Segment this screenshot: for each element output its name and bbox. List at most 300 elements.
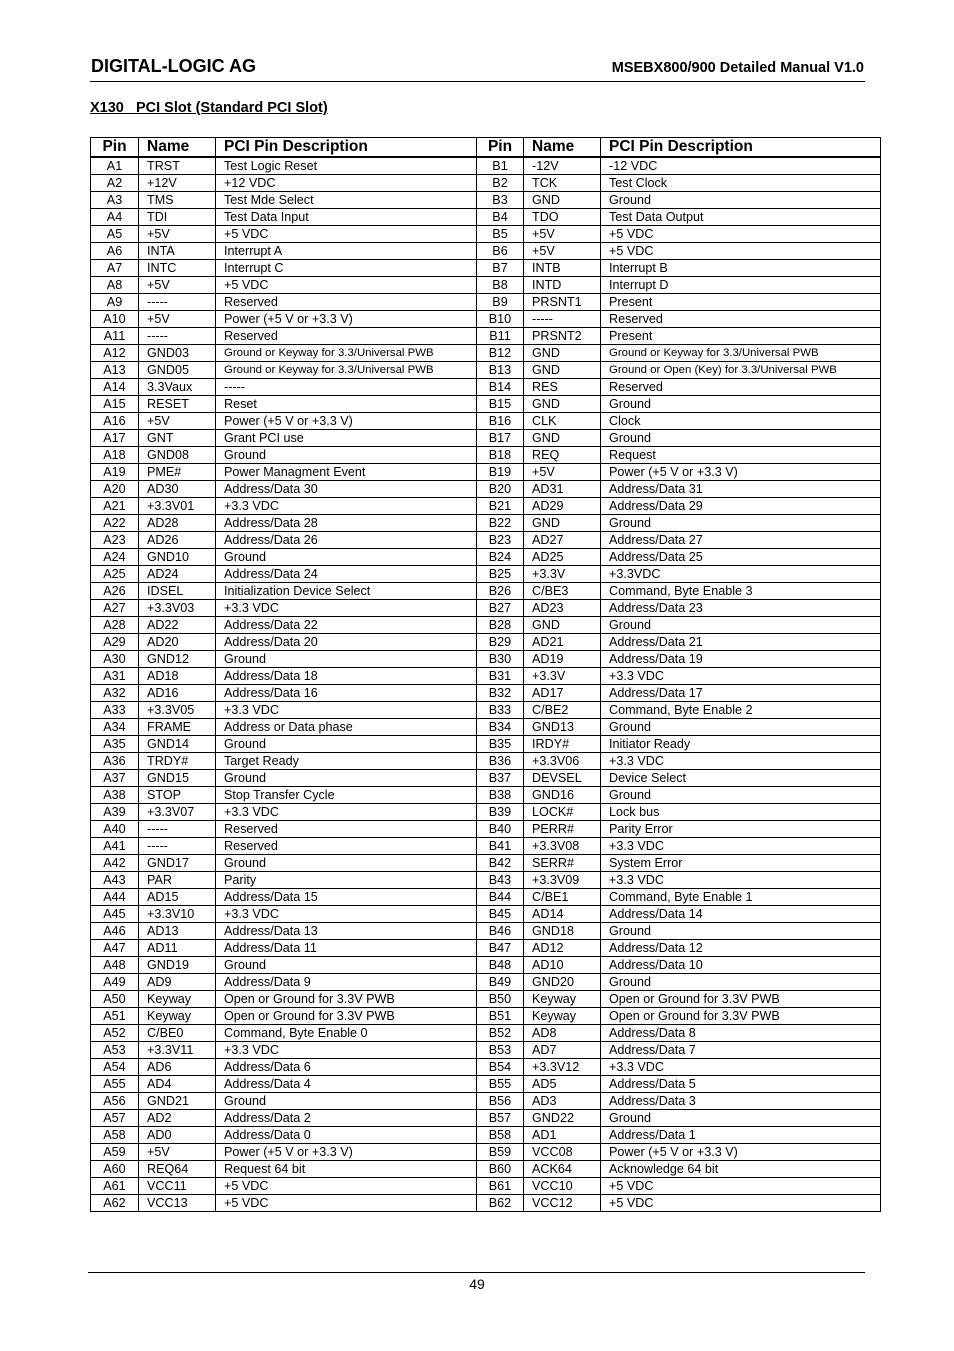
pin-a-cell: A13 <box>91 362 139 379</box>
description-a-cell: +3.3 VDC <box>216 702 477 719</box>
pin-a-cell: A27 <box>91 600 139 617</box>
name-b-cell: +3.3V08 <box>524 838 601 855</box>
pin-b-cell: B35 <box>477 736 524 753</box>
name-a-cell: GND12 <box>139 651 216 668</box>
table-row <box>91 447 881 464</box>
table-row <box>91 1025 881 1042</box>
pin-a-cell: A26 <box>91 583 139 600</box>
description-a-cell: Initialization Device Select <box>216 583 477 600</box>
pin-b-cell: B7 <box>477 260 524 277</box>
table-row <box>91 617 881 634</box>
description-a-cell: +3.3 VDC <box>216 600 477 617</box>
table-row <box>91 549 881 566</box>
pin-b-cell: B15 <box>477 396 524 413</box>
description-a-cell: Stop Transfer Cycle <box>216 787 477 804</box>
description-b-cell: Power (+5 V or +3.3 V) <box>601 464 881 481</box>
description-a-cell: Address/Data 26 <box>216 532 477 549</box>
name-b-cell: AD14 <box>524 906 601 923</box>
description-a-cell: Test Mde Select <box>216 192 477 209</box>
name-a-cell: INTC <box>139 260 216 277</box>
name-a-cell: GND14 <box>139 736 216 753</box>
pin-a-cell: A33 <box>91 702 139 719</box>
table-row <box>91 430 881 447</box>
pin-a-cell: A62 <box>91 1195 139 1212</box>
name-b-cell: GND <box>524 515 601 532</box>
name-b-cell: AD27 <box>524 532 601 549</box>
name-a-cell: 3.3Vaux <box>139 379 216 396</box>
pin-a-cell: A39 <box>91 804 139 821</box>
description-a-cell: +3.3 VDC <box>216 906 477 923</box>
pin-a-cell: A56 <box>91 1093 139 1110</box>
description-b-cell: System Error <box>601 855 881 872</box>
description-a-cell: Address/Data 9 <box>216 974 477 991</box>
pin-b-cell: B8 <box>477 277 524 294</box>
description-a-cell: Address/Data 11 <box>216 940 477 957</box>
description-a-cell: Test Data Input <box>216 209 477 226</box>
description-a-cell: Ground <box>216 736 477 753</box>
name-a-cell: GND15 <box>139 770 216 787</box>
name-a-cell: FRAME <box>139 719 216 736</box>
pin-b-cell: B60 <box>477 1161 524 1178</box>
description-a-cell: Ground or Keyway for 3.3/Universal PWB <box>216 345 477 362</box>
description-a-cell: Address/Data 28 <box>216 515 477 532</box>
table-body <box>91 157 881 1212</box>
description-a-cell: Address/Data 16 <box>216 685 477 702</box>
description-b-cell: Address/Data 29 <box>601 498 881 515</box>
name-b-cell: GND18 <box>524 923 601 940</box>
name-b-cell: AD7 <box>524 1042 601 1059</box>
name-b-cell: GND13 <box>524 719 601 736</box>
description-a-cell: Address or Data phase <box>216 719 477 736</box>
name-b-cell: +5V <box>524 226 601 243</box>
description-b-cell: Interrupt B <box>601 260 881 277</box>
description-a-cell: Ground <box>216 447 477 464</box>
pin-a-cell: A23 <box>91 532 139 549</box>
table-row <box>91 311 881 328</box>
pin-b-cell: B3 <box>477 192 524 209</box>
description-a-cell: Target Ready <box>216 753 477 770</box>
pin-a-cell: A14 <box>91 379 139 396</box>
pin-b-cell: B9 <box>477 294 524 311</box>
description-b-cell: +3.3 VDC <box>601 872 881 889</box>
description-a-cell: Reserved <box>216 294 477 311</box>
pin-b-cell: B22 <box>477 515 524 532</box>
description-b-cell: Address/Data 3 <box>601 1093 881 1110</box>
table-row <box>91 736 881 753</box>
name-b-cell: +3.3V12 <box>524 1059 601 1076</box>
name-a-cell: C/BE0 <box>139 1025 216 1042</box>
pin-b-cell: B31 <box>477 668 524 685</box>
pin-a-cell: A16 <box>91 413 139 430</box>
name-b-cell: CLK <box>524 413 601 430</box>
name-a-cell: +12V <box>139 175 216 192</box>
name-b-cell: AD10 <box>524 957 601 974</box>
name-b-cell: GND22 <box>524 1110 601 1127</box>
pin-b-cell: B48 <box>477 957 524 974</box>
table-row <box>91 940 881 957</box>
table-row <box>91 1127 881 1144</box>
table-row <box>91 957 881 974</box>
name-a-cell: VCC11 <box>139 1178 216 1195</box>
name-b-cell: AD12 <box>524 940 601 957</box>
pin-b-cell: B10 <box>477 311 524 328</box>
pin-a-cell: A36 <box>91 753 139 770</box>
name-b-cell: ACK64 <box>524 1161 601 1178</box>
pin-a-cell: A2 <box>91 175 139 192</box>
table-row <box>91 328 881 345</box>
name-a-cell: GND10 <box>139 549 216 566</box>
pin-b-cell: B16 <box>477 413 524 430</box>
description-b-cell: +5 VDC <box>601 1178 881 1195</box>
description-b-cell: Command, Byte Enable 2 <box>601 702 881 719</box>
name-a-cell: +3.3V11 <box>139 1042 216 1059</box>
table-row <box>91 175 881 192</box>
pin-a-cell: A48 <box>91 957 139 974</box>
table-row <box>91 770 881 787</box>
description-a-cell: Power Managment Event <box>216 464 477 481</box>
name-b-cell: AD17 <box>524 685 601 702</box>
table-row <box>91 872 881 889</box>
name-a-cell: Keyway <box>139 991 216 1008</box>
description-a-cell: Address/Data 13 <box>216 923 477 940</box>
table-row <box>91 157 881 175</box>
pin-b-cell: B50 <box>477 991 524 1008</box>
pin-a-cell: A29 <box>91 634 139 651</box>
description-b-cell: -12 VDC <box>601 157 881 175</box>
description-b-cell: Test Data Output <box>601 209 881 226</box>
name-a-cell: INTA <box>139 243 216 260</box>
table-header-row <box>91 138 881 158</box>
name-a-cell: VCC13 <box>139 1195 216 1212</box>
page-number: 49 <box>469 1276 485 1292</box>
description-a-cell: Grant PCI use <box>216 430 477 447</box>
pin-a-cell: A32 <box>91 685 139 702</box>
description-a-cell: Address/Data 4 <box>216 1076 477 1093</box>
name-b-cell: TCK <box>524 175 601 192</box>
table-row <box>91 396 881 413</box>
name-a-cell: TMS <box>139 192 216 209</box>
name-a-cell: Keyway <box>139 1008 216 1025</box>
name-b-cell: +5V <box>524 243 601 260</box>
table-row <box>91 838 881 855</box>
pin-a-cell: A21 <box>91 498 139 515</box>
table-row <box>91 991 881 1008</box>
pin-a-cell: A58 <box>91 1127 139 1144</box>
description-a-cell: Open or Ground for 3.3V PWB <box>216 991 477 1008</box>
name-b-cell: IRDY# <box>524 736 601 753</box>
header-name-a: Name <box>139 138 216 158</box>
description-a-cell: Reserved <box>216 821 477 838</box>
description-a-cell: Ground <box>216 957 477 974</box>
name-a-cell: AD13 <box>139 923 216 940</box>
pin-a-cell: A51 <box>91 1008 139 1025</box>
pin-a-cell: A1 <box>91 157 139 175</box>
table-row <box>91 1042 881 1059</box>
pin-a-cell: A59 <box>91 1144 139 1161</box>
pin-a-cell: A37 <box>91 770 139 787</box>
name-b-cell: GND <box>524 345 601 362</box>
pin-b-cell: B5 <box>477 226 524 243</box>
name-b-cell: C/BE1 <box>524 889 601 906</box>
name-a-cell: ----- <box>139 328 216 345</box>
name-a-cell: PAR <box>139 872 216 889</box>
table-row <box>91 855 881 872</box>
pin-b-cell: B44 <box>477 889 524 906</box>
description-a-cell: Test Logic Reset <box>216 157 477 175</box>
pin-b-cell: B38 <box>477 787 524 804</box>
pin-b-cell: B41 <box>477 838 524 855</box>
description-b-cell: Ground <box>601 396 881 413</box>
header-description-b: PCI Pin Description <box>601 138 881 158</box>
section-title: X130 PCI Slot (Standard PCI Slot) <box>90 100 328 116</box>
name-a-cell: +3.3V03 <box>139 600 216 617</box>
name-a-cell: TRDY# <box>139 753 216 770</box>
table-row <box>91 1008 881 1025</box>
table-row <box>91 1161 881 1178</box>
name-b-cell: AD1 <box>524 1127 601 1144</box>
description-a-cell: Interrupt A <box>216 243 477 260</box>
pin-a-cell: A42 <box>91 855 139 872</box>
description-a-cell: ----- <box>216 379 477 396</box>
description-b-cell: Address/Data 31 <box>601 481 881 498</box>
table-row <box>91 379 881 396</box>
pin-a-cell: A49 <box>91 974 139 991</box>
name-a-cell: GND03 <box>139 345 216 362</box>
pin-b-cell: B37 <box>477 770 524 787</box>
table-row <box>91 464 881 481</box>
table-row <box>91 1110 881 1127</box>
name-b-cell: AD23 <box>524 600 601 617</box>
description-b-cell: Address/Data 27 <box>601 532 881 549</box>
name-a-cell: AD0 <box>139 1127 216 1144</box>
name-b-cell: AD8 <box>524 1025 601 1042</box>
pin-a-cell: A18 <box>91 447 139 464</box>
description-a-cell: +3.3 VDC <box>216 804 477 821</box>
description-b-cell: Test Clock <box>601 175 881 192</box>
description-b-cell: Address/Data 7 <box>601 1042 881 1059</box>
table-row <box>91 889 881 906</box>
name-b-cell: LOCK# <box>524 804 601 821</box>
name-b-cell: VCC08 <box>524 1144 601 1161</box>
description-b-cell: Ground or Open (Key) for 3.3/Universal PWB <box>601 362 881 379</box>
table-row <box>91 974 881 991</box>
table-row <box>91 515 881 532</box>
name-b-cell: RES <box>524 379 601 396</box>
description-a-cell: Ground <box>216 855 477 872</box>
description-b-cell: Present <box>601 328 881 345</box>
description-a-cell: Power (+5 V or +3.3 V) <box>216 1144 477 1161</box>
description-a-cell: Ground <box>216 651 477 668</box>
name-b-cell: GND20 <box>524 974 601 991</box>
name-a-cell: TDI <box>139 209 216 226</box>
table-row <box>91 1144 881 1161</box>
pin-b-cell: B20 <box>477 481 524 498</box>
table-row <box>91 821 881 838</box>
header-pin-a: Pin <box>91 138 139 158</box>
description-b-cell: +5 VDC <box>601 1195 881 1212</box>
table-row <box>91 277 881 294</box>
description-b-cell: Address/Data 12 <box>601 940 881 957</box>
description-b-cell: Parity Error <box>601 821 881 838</box>
pin-a-cell: A9 <box>91 294 139 311</box>
name-a-cell: ----- <box>139 821 216 838</box>
pin-a-cell: A46 <box>91 923 139 940</box>
name-b-cell: PERR# <box>524 821 601 838</box>
description-a-cell: +5 VDC <box>216 1195 477 1212</box>
name-b-cell: PRSNT2 <box>524 328 601 345</box>
pin-b-cell: B53 <box>477 1042 524 1059</box>
description-b-cell: Ground <box>601 192 881 209</box>
description-b-cell: Ground <box>601 923 881 940</box>
description-a-cell: Power (+5 V or +3.3 V) <box>216 413 477 430</box>
description-b-cell: Reserved <box>601 311 881 328</box>
pin-b-cell: B51 <box>477 1008 524 1025</box>
table-row <box>91 294 881 311</box>
name-b-cell: INTB <box>524 260 601 277</box>
name-a-cell: AD2 <box>139 1110 216 1127</box>
description-a-cell: Parity <box>216 872 477 889</box>
name-a-cell: GND08 <box>139 447 216 464</box>
description-b-cell: Address/Data 5 <box>601 1076 881 1093</box>
description-b-cell: Command, Byte Enable 3 <box>601 583 881 600</box>
pin-a-cell: A61 <box>91 1178 139 1195</box>
name-a-cell: STOP <box>139 787 216 804</box>
description-a-cell: Interrupt C <box>216 260 477 277</box>
pin-a-cell: A17 <box>91 430 139 447</box>
name-b-cell: AD25 <box>524 549 601 566</box>
table-row <box>91 532 881 549</box>
name-b-cell: GND16 <box>524 787 601 804</box>
description-b-cell: Address/Data 23 <box>601 600 881 617</box>
pin-a-cell: A22 <box>91 515 139 532</box>
name-a-cell: AD16 <box>139 685 216 702</box>
description-b-cell: Address/Data 10 <box>601 957 881 974</box>
table-row <box>91 209 881 226</box>
description-b-cell: +3.3 VDC <box>601 1059 881 1076</box>
pin-a-cell: A20 <box>91 481 139 498</box>
name-a-cell: +5V <box>139 277 216 294</box>
table-row <box>91 668 881 685</box>
table-row <box>91 481 881 498</box>
name-b-cell: INTD <box>524 277 601 294</box>
description-a-cell: Address/Data 30 <box>216 481 477 498</box>
pin-a-cell: A7 <box>91 260 139 277</box>
table-row <box>91 804 881 821</box>
pin-b-cell: B62 <box>477 1195 524 1212</box>
description-a-cell: Reserved <box>216 838 477 855</box>
table-row <box>91 906 881 923</box>
page-header <box>90 56 865 82</box>
pin-a-cell: A52 <box>91 1025 139 1042</box>
pin-b-cell: B19 <box>477 464 524 481</box>
pin-a-cell: A45 <box>91 906 139 923</box>
table-row <box>91 260 881 277</box>
description-a-cell: Ground <box>216 770 477 787</box>
description-a-cell: Ground <box>216 1093 477 1110</box>
pin-b-cell: B36 <box>477 753 524 770</box>
pin-b-cell: B14 <box>477 379 524 396</box>
name-b-cell: DEVSEL <box>524 770 601 787</box>
table-row <box>91 651 881 668</box>
name-a-cell: +5V <box>139 311 216 328</box>
pin-b-cell: B17 <box>477 430 524 447</box>
pci-pin-table <box>90 137 881 1212</box>
description-a-cell: +5 VDC <box>216 226 477 243</box>
description-a-cell: Ground <box>216 549 477 566</box>
description-b-cell: Open or Ground for 3.3V PWB <box>601 991 881 1008</box>
pin-b-cell: B24 <box>477 549 524 566</box>
table-row <box>91 719 881 736</box>
name-b-cell: AD19 <box>524 651 601 668</box>
table-row <box>91 923 881 940</box>
pin-b-cell: B52 <box>477 1025 524 1042</box>
description-b-cell: Ground <box>601 617 881 634</box>
description-b-cell: Address/Data 25 <box>601 549 881 566</box>
pin-a-cell: A34 <box>91 719 139 736</box>
pin-b-cell: B21 <box>477 498 524 515</box>
table-row <box>91 1076 881 1093</box>
pin-a-cell: A60 <box>91 1161 139 1178</box>
name-a-cell: AD4 <box>139 1076 216 1093</box>
pin-b-cell: B12 <box>477 345 524 362</box>
pin-b-cell: B27 <box>477 600 524 617</box>
table-row <box>91 753 881 770</box>
name-a-cell: +3.3V01 <box>139 498 216 515</box>
name-b-cell: GND <box>524 362 601 379</box>
pin-a-cell: A31 <box>91 668 139 685</box>
header-name-b: Name <box>524 138 601 158</box>
name-a-cell: GND19 <box>139 957 216 974</box>
description-a-cell: Address/Data 22 <box>216 617 477 634</box>
description-a-cell: Address/Data 18 <box>216 668 477 685</box>
name-b-cell: AD21 <box>524 634 601 651</box>
pin-b-cell: B39 <box>477 804 524 821</box>
pin-b-cell: B59 <box>477 1144 524 1161</box>
name-a-cell: AD28 <box>139 515 216 532</box>
name-b-cell: PRSNT1 <box>524 294 601 311</box>
description-a-cell: Power (+5 V or +3.3 V) <box>216 311 477 328</box>
name-a-cell: PME# <box>139 464 216 481</box>
pin-b-cell: B28 <box>477 617 524 634</box>
name-a-cell: +3.3V05 <box>139 702 216 719</box>
pin-b-cell: B1 <box>477 157 524 175</box>
pin-a-cell: A40 <box>91 821 139 838</box>
name-b-cell: TDO <box>524 209 601 226</box>
description-b-cell: Lock bus <box>601 804 881 821</box>
name-b-cell: VCC10 <box>524 1178 601 1195</box>
table-row <box>91 1195 881 1212</box>
description-b-cell: Ground or Keyway for 3.3/Universal PWB <box>601 345 881 362</box>
pin-a-cell: A15 <box>91 396 139 413</box>
name-a-cell: AD11 <box>139 940 216 957</box>
pin-b-cell: B33 <box>477 702 524 719</box>
pin-b-cell: B13 <box>477 362 524 379</box>
name-a-cell: GNT <box>139 430 216 447</box>
name-b-cell: GND <box>524 430 601 447</box>
description-a-cell: +3.3 VDC <box>216 1042 477 1059</box>
pin-a-cell: A3 <box>91 192 139 209</box>
pin-b-cell: B47 <box>477 940 524 957</box>
description-b-cell: Address/Data 8 <box>601 1025 881 1042</box>
name-a-cell: +5V <box>139 1144 216 1161</box>
name-b-cell: ----- <box>524 311 601 328</box>
pin-a-cell: A12 <box>91 345 139 362</box>
pin-b-cell: B2 <box>477 175 524 192</box>
description-b-cell: Command, Byte Enable 1 <box>601 889 881 906</box>
description-b-cell: Ground <box>601 430 881 447</box>
pin-b-cell: B18 <box>477 447 524 464</box>
table-row <box>91 413 881 430</box>
